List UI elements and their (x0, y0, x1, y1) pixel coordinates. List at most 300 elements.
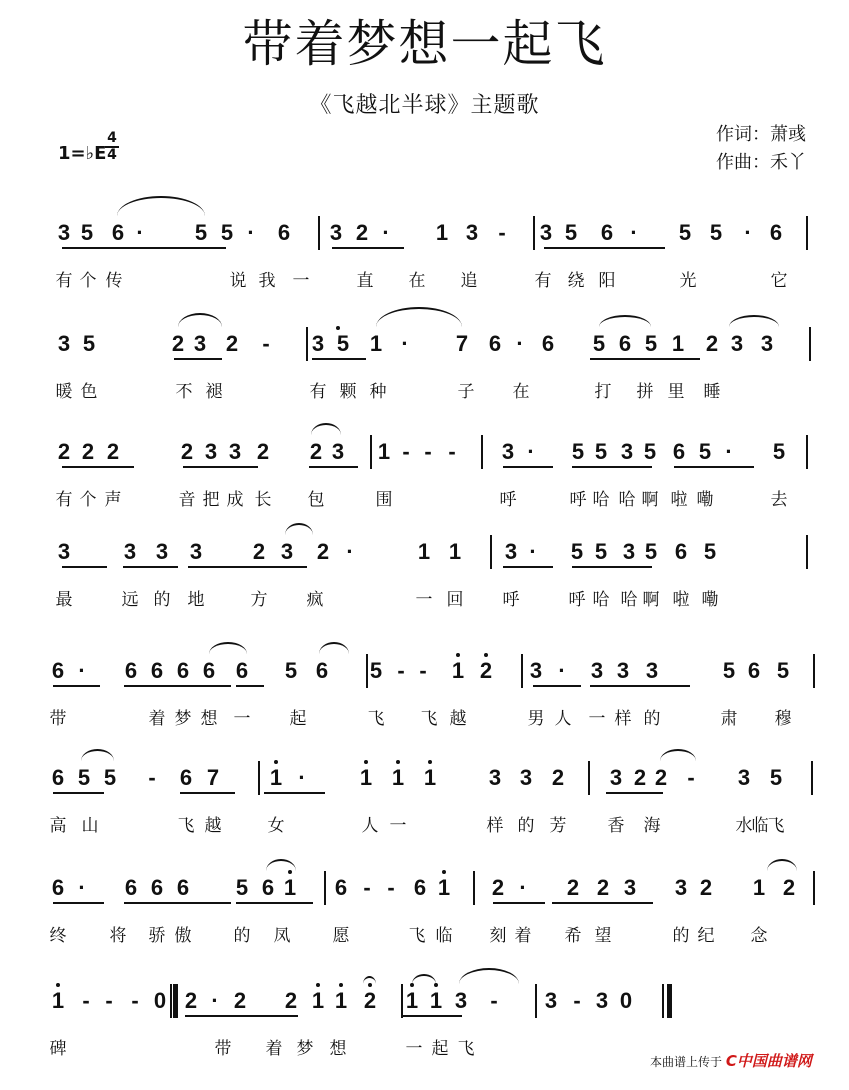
tie-slur (363, 976, 376, 984)
bar-line (588, 761, 590, 795)
note: 1 (359, 765, 373, 790)
dash-extension: - (82, 988, 90, 1013)
bar-line (258, 761, 260, 795)
note: 2 (252, 539, 266, 564)
bar-line (318, 216, 320, 250)
lyricist: 作词：萧彧 (716, 124, 806, 145)
lyric: 最 (55, 590, 73, 610)
score-row (0, 767, 849, 867)
note: 3 (189, 539, 203, 564)
octave-dot (364, 760, 368, 764)
lyric: 起 (431, 1039, 449, 1059)
augmentation-dot: · (136, 220, 144, 245)
lyric: 的 (153, 590, 171, 610)
octave-dot (396, 760, 400, 764)
beam-underline (533, 685, 581, 687)
upload-text: 本曲谱上传于 (650, 1055, 723, 1069)
note: 3 (730, 331, 744, 356)
dash-extension: - (148, 765, 156, 790)
lyric: 啊 (642, 590, 660, 610)
lyric: 啊 (641, 490, 659, 510)
lyric: 人 (554, 709, 572, 729)
lyric: 哈 (618, 490, 636, 510)
song-subtitle: 《飞越北半球》主题歌 (309, 93, 540, 118)
beam-underline (590, 358, 700, 360)
augmentation-dot: · (78, 658, 86, 683)
note: 5 (284, 658, 298, 683)
octave-dot (339, 983, 343, 987)
score-row (0, 541, 849, 641)
note: 2 (705, 331, 719, 356)
dash-extension: - (131, 988, 139, 1013)
note: 6 (179, 765, 193, 790)
bar-line (811, 761, 813, 795)
note: 3 (519, 765, 533, 790)
beam-underline (552, 902, 653, 904)
note: 2 (316, 539, 330, 564)
note: 2 (184, 988, 198, 1013)
bar-line (170, 984, 172, 1018)
dash-extension: - (490, 988, 498, 1013)
composer: 作曲：禾丫 (716, 152, 806, 173)
lyric: 越 (204, 816, 222, 836)
lyric: 有 (55, 271, 73, 291)
bar-line (401, 984, 403, 1018)
note: 2 (106, 439, 120, 464)
beam-underline (180, 792, 235, 794)
dash-extension: - (397, 658, 405, 683)
note: 3 (616, 658, 630, 683)
dash-extension: - (448, 439, 456, 464)
lyric: 水 (735, 816, 753, 836)
lyric: 着 (148, 709, 166, 729)
dash-extension: - (498, 220, 506, 245)
note: 2 (225, 331, 239, 356)
octave-dot (456, 653, 460, 657)
augmentation-dot: · (527, 439, 535, 464)
note: 1 (451, 658, 465, 683)
score-row (0, 877, 849, 977)
note: 7 (206, 765, 220, 790)
bar-line (324, 871, 326, 905)
lyric: 终 (49, 926, 67, 946)
note: 1 (283, 875, 297, 900)
lyric: 声 (104, 490, 122, 510)
note: 3 (57, 539, 71, 564)
note: 6 (600, 220, 614, 245)
note: 3 (329, 220, 343, 245)
note: 5 (571, 439, 585, 464)
lyric: 的 (517, 816, 535, 836)
lyric: 地 (187, 590, 205, 610)
beam-underline (401, 1015, 462, 1017)
bar-line (370, 435, 372, 469)
augmentation-dot: · (78, 875, 86, 900)
bar-line (806, 216, 808, 250)
lyric: 呼 (569, 490, 587, 510)
note: 3 (228, 439, 242, 464)
note: 2 (284, 988, 298, 1013)
note: 5 (643, 439, 657, 464)
lyric: 傲 (174, 926, 192, 946)
note: 1 (377, 439, 391, 464)
lyric: 包 (307, 490, 325, 510)
beam-underline (236, 685, 264, 687)
lyric: 的 (643, 709, 661, 729)
lyric: 褪 (205, 382, 223, 402)
note: 3 (595, 988, 609, 1013)
note: 3 (529, 658, 543, 683)
bar-line (366, 654, 368, 688)
octave-dot (428, 760, 432, 764)
lyric: 临 (751, 816, 769, 836)
lyric: 望 (594, 926, 612, 946)
song-title: 带着梦想一起飞 (242, 15, 607, 73)
lyric: 一 (389, 816, 407, 836)
lyric: 光 (679, 271, 697, 291)
note: 5 (103, 765, 117, 790)
lyric: 的 (672, 926, 690, 946)
lyric: 把 (202, 490, 220, 510)
lyric: 女 (267, 816, 285, 836)
note: 1 (448, 539, 462, 564)
lyric: 刻 (489, 926, 507, 946)
beam-underline (62, 466, 134, 468)
lyric: 方 (250, 590, 268, 610)
note: 5 (80, 220, 94, 245)
beam-underline (332, 247, 404, 249)
note: 5 (644, 539, 658, 564)
note: 2 (596, 875, 610, 900)
lyric: 成 (226, 490, 244, 510)
time-signature-bottom: 4 (107, 147, 117, 163)
lyric: 希 (564, 926, 582, 946)
lyric: 个 (79, 490, 97, 510)
note: 6 (488, 331, 502, 356)
dash-extension: - (387, 875, 395, 900)
note: 7 (455, 331, 469, 356)
lyric: 香 (607, 816, 625, 836)
lyric: 带 (214, 1039, 232, 1059)
lyric: 长 (254, 490, 272, 510)
lyric: 哈 (592, 590, 610, 610)
note: 6 (235, 658, 249, 683)
note: 2 (633, 765, 647, 790)
note: 6 (541, 331, 555, 356)
lyric: 追 (460, 271, 478, 291)
lyric: 高 (49, 816, 67, 836)
lyric: 飞 (420, 709, 438, 729)
note: 3 (193, 331, 207, 356)
lyric: 暖 (55, 382, 73, 402)
beam-underline (188, 566, 307, 568)
bar-line (809, 327, 811, 361)
note: 5 (369, 658, 383, 683)
lyric: 直 (356, 271, 374, 291)
lyric: 男 (527, 709, 545, 729)
lyric: 飞 (457, 1039, 475, 1059)
beam-underline (572, 566, 652, 568)
beam-underline (493, 902, 545, 904)
dash-extension: - (424, 439, 432, 464)
bar-line (533, 216, 535, 250)
octave-dot (336, 326, 340, 330)
note: 3 (760, 331, 774, 356)
augmentation-dot: · (744, 220, 752, 245)
beam-underline (544, 247, 665, 249)
score-row (0, 990, 849, 1090)
lyric: 将 (109, 926, 127, 946)
note: 5 (570, 539, 584, 564)
augmentation-dot: · (519, 875, 527, 900)
note: 5 (82, 331, 96, 356)
lyric: 样 (614, 709, 632, 729)
lyric: 疯 (306, 590, 324, 610)
note: 5 (594, 439, 608, 464)
augmentation-dot: · (401, 331, 409, 356)
lyric: 想 (200, 709, 218, 729)
dash-extension: - (687, 765, 695, 790)
note: 5 (336, 331, 350, 356)
note: 6 (51, 765, 65, 790)
note: 6 (334, 875, 348, 900)
note: 6 (51, 658, 65, 683)
lyric: 个 (79, 271, 97, 291)
note: 2 (180, 439, 194, 464)
bar-line (521, 654, 523, 688)
beam-underline (62, 566, 107, 568)
lyric: 围 (375, 490, 393, 510)
note: 3 (465, 220, 479, 245)
key-signature: 1=♭E (58, 143, 107, 164)
beam-underline (236, 902, 313, 904)
note: 1 (269, 765, 283, 790)
note: 6 (747, 658, 761, 683)
note: 1 (417, 539, 431, 564)
beam-underline (124, 902, 231, 904)
lyric: 想 (329, 1039, 347, 1059)
note: 2 (551, 765, 565, 790)
lyric: 起 (289, 709, 307, 729)
score-row (0, 441, 849, 541)
note: 1 (405, 988, 419, 1013)
lyric: 纪 (697, 926, 715, 946)
note: 5 (592, 331, 606, 356)
note: 5 (703, 539, 717, 564)
lyric: 有 (534, 271, 552, 291)
beam-underline (124, 685, 231, 687)
note: 3 (204, 439, 218, 464)
tie-slur (319, 642, 349, 654)
note: 3 (737, 765, 751, 790)
note: 5 (194, 220, 208, 245)
bar-line (806, 435, 808, 469)
augmentation-dot: · (346, 539, 354, 564)
note: 3 (488, 765, 502, 790)
note: 6 (176, 658, 190, 683)
note: 1 (51, 988, 65, 1013)
note: 2 (256, 439, 270, 464)
lyric: 睡 (703, 382, 721, 402)
beam-underline (62, 247, 226, 249)
bar-line (813, 654, 815, 688)
lyric: 远 (121, 590, 139, 610)
lyric: 一 (292, 271, 310, 291)
beam-underline (572, 466, 652, 468)
beam-underline (674, 466, 754, 468)
lyric: 里 (667, 382, 685, 402)
bar-line (173, 984, 178, 1018)
lyric: 啦 (672, 590, 690, 610)
dash-extension: - (363, 875, 371, 900)
lyric: 绕 (567, 271, 585, 291)
lyric: 愿 (332, 926, 350, 946)
note: 3 (622, 539, 636, 564)
note: 2 (699, 875, 713, 900)
note: 6 (672, 439, 686, 464)
note: 2 (57, 439, 71, 464)
note: 0 (153, 988, 167, 1013)
note: 1 (429, 988, 443, 1013)
beam-underline (183, 466, 258, 468)
note: 5 (709, 220, 723, 245)
lyric: 山 (81, 816, 99, 836)
note: 5 (220, 220, 234, 245)
note: 5 (235, 875, 249, 900)
note: 6 (176, 875, 190, 900)
lyric: 它 (770, 271, 788, 291)
lyric: 有 (55, 490, 73, 510)
note: 6 (261, 875, 275, 900)
lyric: 碑 (49, 1039, 67, 1059)
lyric: 说 (229, 271, 247, 291)
note: 5 (678, 220, 692, 245)
lyric: 子 (457, 382, 475, 402)
lyric: 人 (361, 816, 379, 836)
lyric: 阳 (598, 271, 616, 291)
augmentation-dot: · (211, 988, 219, 1013)
lyric: 啦 (670, 490, 688, 510)
augmentation-dot: · (630, 220, 638, 245)
dash-extension: - (573, 988, 581, 1013)
note: 1 (435, 220, 449, 245)
note: 6 (769, 220, 783, 245)
beam-underline (233, 1015, 298, 1017)
note: 6 (150, 875, 164, 900)
note: 3 (590, 658, 604, 683)
lyric: 回 (446, 590, 464, 610)
augmentation-dot: · (247, 220, 255, 245)
bar-line (481, 435, 483, 469)
lyric: 去 (770, 490, 788, 510)
note: 6 (150, 658, 164, 683)
bar-line (490, 535, 492, 569)
lyric: 嘞 (696, 490, 714, 510)
beam-underline (174, 358, 222, 360)
octave-dot (274, 760, 278, 764)
note: 1 (423, 765, 437, 790)
bar-line (535, 984, 537, 1018)
note: 6 (202, 658, 216, 683)
bar-line (806, 535, 808, 569)
note: 2 (233, 988, 247, 1013)
beam-underline (503, 566, 553, 568)
note: 2 (491, 875, 505, 900)
lyric: 一 (405, 1039, 423, 1059)
note: 5 (772, 439, 786, 464)
lyric: 不 (175, 382, 193, 402)
note: 2 (171, 331, 185, 356)
lyric: 着 (265, 1039, 283, 1059)
note: 2 (566, 875, 580, 900)
lyric: 有 (309, 382, 327, 402)
bar-line (473, 871, 475, 905)
note: 5 (769, 765, 783, 790)
note: 3 (623, 875, 637, 900)
note: 2 (782, 875, 796, 900)
note: 1 (671, 331, 685, 356)
note: 2 (363, 988, 377, 1013)
note: 6 (674, 539, 688, 564)
lyric: 哈 (592, 490, 610, 510)
note: 1 (752, 875, 766, 900)
time-signature (105, 131, 119, 163)
note: 5 (644, 331, 658, 356)
lyric: 越 (449, 709, 467, 729)
note: 5 (722, 658, 736, 683)
lyric: 拼 (636, 382, 654, 402)
time-signature-top: 4 (105, 131, 119, 148)
note: 1 (311, 988, 325, 1013)
beam-underline (312, 358, 366, 360)
beam-underline (264, 792, 325, 794)
note: 6 (111, 220, 125, 245)
lyric: 飞 (177, 816, 195, 836)
note: 5 (564, 220, 578, 245)
note: 3 (123, 539, 137, 564)
bar-line (662, 984, 664, 1018)
beam-underline (53, 792, 104, 794)
lyric: 梦 (174, 709, 192, 729)
note: 3 (544, 988, 558, 1013)
credits (716, 121, 806, 177)
lyric: 飞 (408, 926, 426, 946)
beam-underline (606, 792, 663, 794)
tie-slur (117, 196, 205, 216)
augmentation-dot: · (725, 439, 733, 464)
lyric: 骄 (148, 926, 166, 946)
note: 3 (609, 765, 623, 790)
lyric: 样 (486, 816, 504, 836)
note: 5 (77, 765, 91, 790)
note: 0 (619, 988, 633, 1013)
score-row (0, 660, 849, 760)
lyric: 着 (514, 926, 532, 946)
augmentation-dot: · (298, 765, 306, 790)
lyric: 一 (588, 709, 606, 729)
lyric: 在 (512, 382, 530, 402)
note: 6 (413, 875, 427, 900)
note: 3 (504, 539, 518, 564)
octave-dot (316, 983, 320, 987)
lyric: 念 (750, 926, 768, 946)
note: 1 (437, 875, 451, 900)
lyric: 呼 (499, 490, 517, 510)
lyric: 颗 (339, 382, 357, 402)
dash-extension: - (402, 439, 410, 464)
note: 2 (81, 439, 95, 464)
lyric: 传 (105, 271, 123, 291)
